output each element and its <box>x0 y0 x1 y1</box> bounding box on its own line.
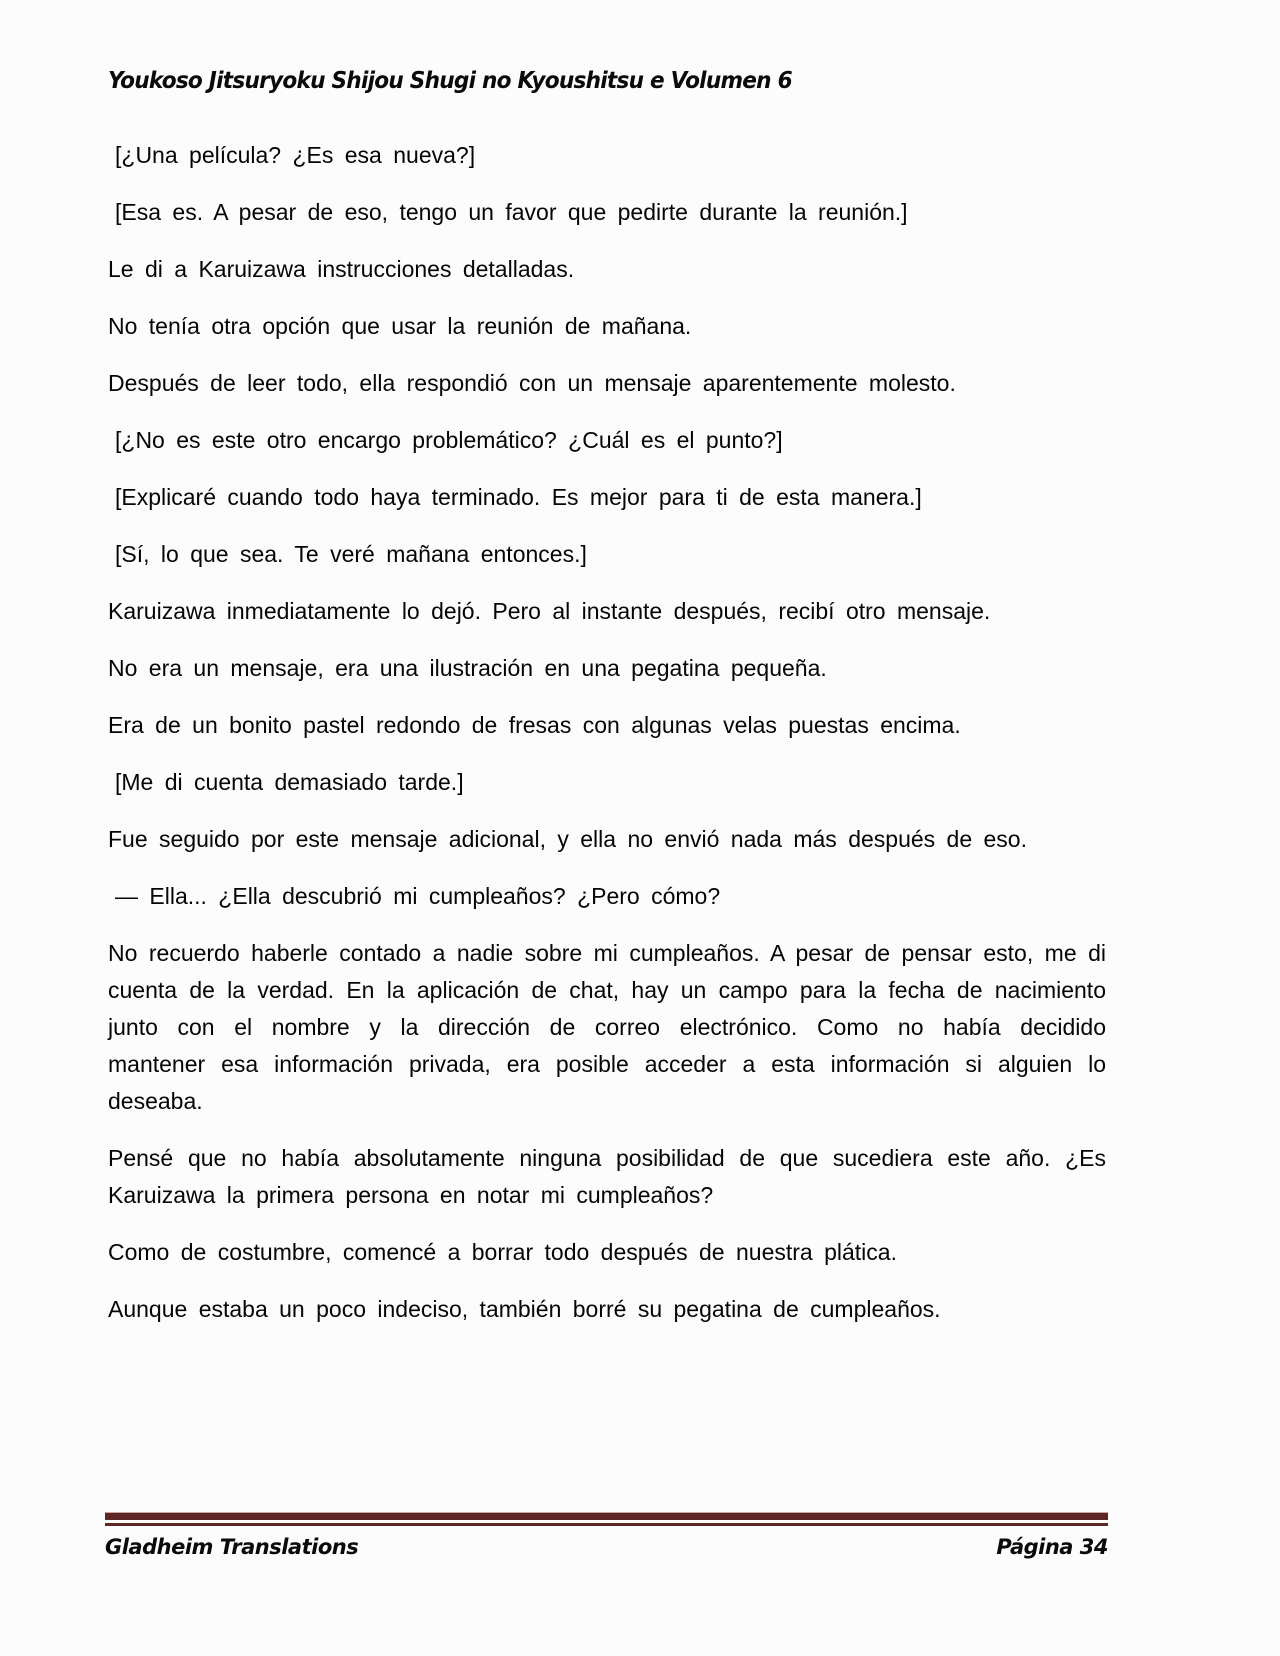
paragraph: [¿No es este otro encargo problemático? ¿Cuál es el punto?] <box>115 427 783 453</box>
footer-rule-thick <box>105 1512 1108 1520</box>
paragraph: No tenía otra opción que usar la reunión de mañana. <box>108 313 692 339</box>
paragraph: [Esa es. A pesar de eso, tengo un favor que pedirte durante la reunión.] <box>115 199 908 225</box>
paragraph: [Me di cuenta demasiado tarde.] <box>115 769 464 795</box>
page-header-title: Youkoso Jitsuryoku Shijou Shugi no Kyoushitsu e Volumen 6 <box>108 68 792 94</box>
footer-translator-credit: Gladheim Translations <box>105 1535 359 1559</box>
page-footer <box>105 1512 1108 1559</box>
paragraph: [Sí, lo que sea. Te veré mañana entonces.] <box>115 541 587 567</box>
paragraph: Como de costumbre, comencé a borrar todo después de nuestra plática. <box>108 1239 897 1265</box>
paragraph-list <box>108 137 1106 1328</box>
paragraph: — Ella... ¿Ella descubrió mi cumpleaños? ¿Pero cómo? <box>115 883 721 909</box>
paragraph: Era de un bonito pastel redondo de fresas con algunas velas puestas encima. <box>108 712 961 738</box>
paragraph: Pensé que no había absolutamente ninguna posibilidad de que sucediera este año. ¿Es Karuizawa la primera persona en notar mi cumpleaños? <box>108 1145 1106 1208</box>
paragraph: Después de leer todo, ella respondió con un mensaje aparentemente molesto. <box>108 370 956 396</box>
paragraph: Karuizawa inmediatamente lo dejó. Pero al instante después, recibí otro mensaje. <box>108 598 991 624</box>
paragraph: No recuerdo haberle contado a nadie sobre mi cumpleaños. A pesar de pensar esto, me di cuenta de la verdad. En la aplicación de chat, hay un campo para la fecha de nacimiento junto con el nombre y la dirección de correo electrónico. Como no había decidido mantener esa información privada, era posible acceder a esta información si alguien lo deseaba. <box>108 940 1106 1114</box>
paragraph: Fue seguido por este mensaje adicional, y ella no envió nada más después de eso. <box>108 826 1027 852</box>
footer-page-number: Página 34 <box>996 1535 1108 1559</box>
paragraph: Le di a Karuizawa instrucciones detalladas. <box>108 256 575 282</box>
paragraph: Aunque estaba un poco indeciso, también borré su pegatina de cumpleaños. <box>108 1296 941 1322</box>
paragraph: [¿Una película? ¿Es esa nueva?] <box>115 142 476 168</box>
footer-rule-thin <box>105 1523 1108 1526</box>
paragraph: [Explicaré cuando todo haya terminado. Es mejor para ti de esta manera.] <box>115 484 922 510</box>
paragraph: No era un mensaje, era una ilustración en una pegatina pequeña. <box>108 655 827 681</box>
